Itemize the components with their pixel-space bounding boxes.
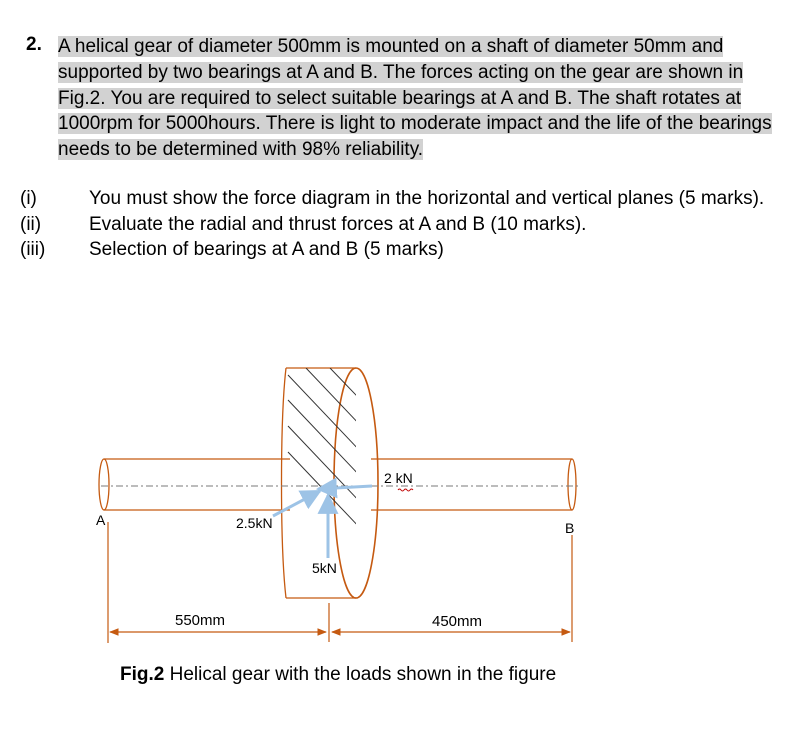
radial-force-arrow [273,491,320,516]
label-b: B [565,520,575,536]
left-shaft [104,459,290,510]
part-text: Selection of bearings at A and B (5 marks) [89,239,444,261]
part-number: (i) [20,188,37,209]
gear-front-face [334,368,378,598]
caption-figure-number: Fig.2 [120,664,165,685]
label-a: A [96,512,106,528]
caption-text: Helical gear with the loads shown in the figure [164,664,557,685]
figure-caption [120,664,556,686]
left-shaft-end [99,459,109,510]
part-number: (iii) [20,239,46,261]
label-radial-force: 2.5kN [236,515,273,531]
label-tangential-force: 5kN [312,560,337,576]
question-highlight: A helical gear of diameter 500mm is mounted on a shaft of diameter 50mm and supported by two bearings at A and B. The forces acting on the gear are shown in Fig.2. You are required to select suitable bearings at A and B. The shaft rotates at 1000rpm for 5000hours. There is light to moderate impact and the life of the bearings needs to be determined with 98% reliability. [58,36,772,161]
part-text: Evaluate the radial and thrust forces at A and B (10 marks). [89,213,587,235]
question-number: 2. [26,34,42,55]
label-thrust-force: 2 kN [384,470,413,486]
dim-label-left: 550mm [175,612,226,629]
dim-label-right: 450mm [432,613,483,630]
part-number: (ii) [20,213,42,235]
spellcheck-squiggle [398,489,413,491]
right-shaft-end [568,459,576,510]
part-text: You must show the force diagram in the horizontal and vertical planes (5 marks). [89,188,765,209]
